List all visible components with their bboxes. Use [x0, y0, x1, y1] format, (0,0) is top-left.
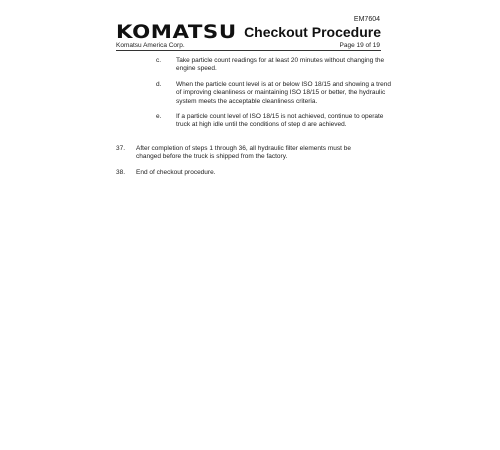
- list-item-d: [156, 81, 396, 107]
- list-item-text: After completion of steps 1 through 36, all hydraulic filter elements must be changed before the truck is shipped from the factory.: [136, 145, 351, 161]
- list-marker: c.: [156, 57, 162, 64]
- list-item-38: [116, 169, 380, 179]
- komatsu-logo: KOMATSU: [116, 21, 237, 43]
- list-marker: d.: [156, 81, 162, 88]
- list-marker: 37.: [116, 145, 126, 152]
- document-title: Checkout Procedure: [244, 24, 381, 40]
- list-item-text: End of checkout procedure.: [136, 169, 216, 176]
- list-item-c: [156, 57, 396, 75]
- page-number: Page 19 of 19: [339, 42, 380, 49]
- document-number: EM7604: [353, 16, 380, 23]
- list-item-37: [116, 145, 380, 163]
- list-marker: 38.: [116, 169, 126, 176]
- header-divider: [116, 50, 381, 51]
- company-name: Komatsu America Corp.: [116, 42, 185, 49]
- list-item-e: [156, 113, 396, 139]
- list-item-text: When the particle count level is at or below ISO 18/15 and showing a trend of improving cleanliness or maintaining ISO 18/15 or better, the hydraulic system meets the acceptable cleanliness criteria.: [176, 81, 391, 105]
- list-marker: e.: [156, 113, 162, 120]
- list-item-text: If a particle count level of ISO 18/15 is not achieved, continue to operate truck at high idle until the conditions of step d are achieved.: [176, 113, 384, 129]
- list-item-text: Take particle count readings for at least 20 minutes without changing the engine speed.: [176, 57, 385, 73]
